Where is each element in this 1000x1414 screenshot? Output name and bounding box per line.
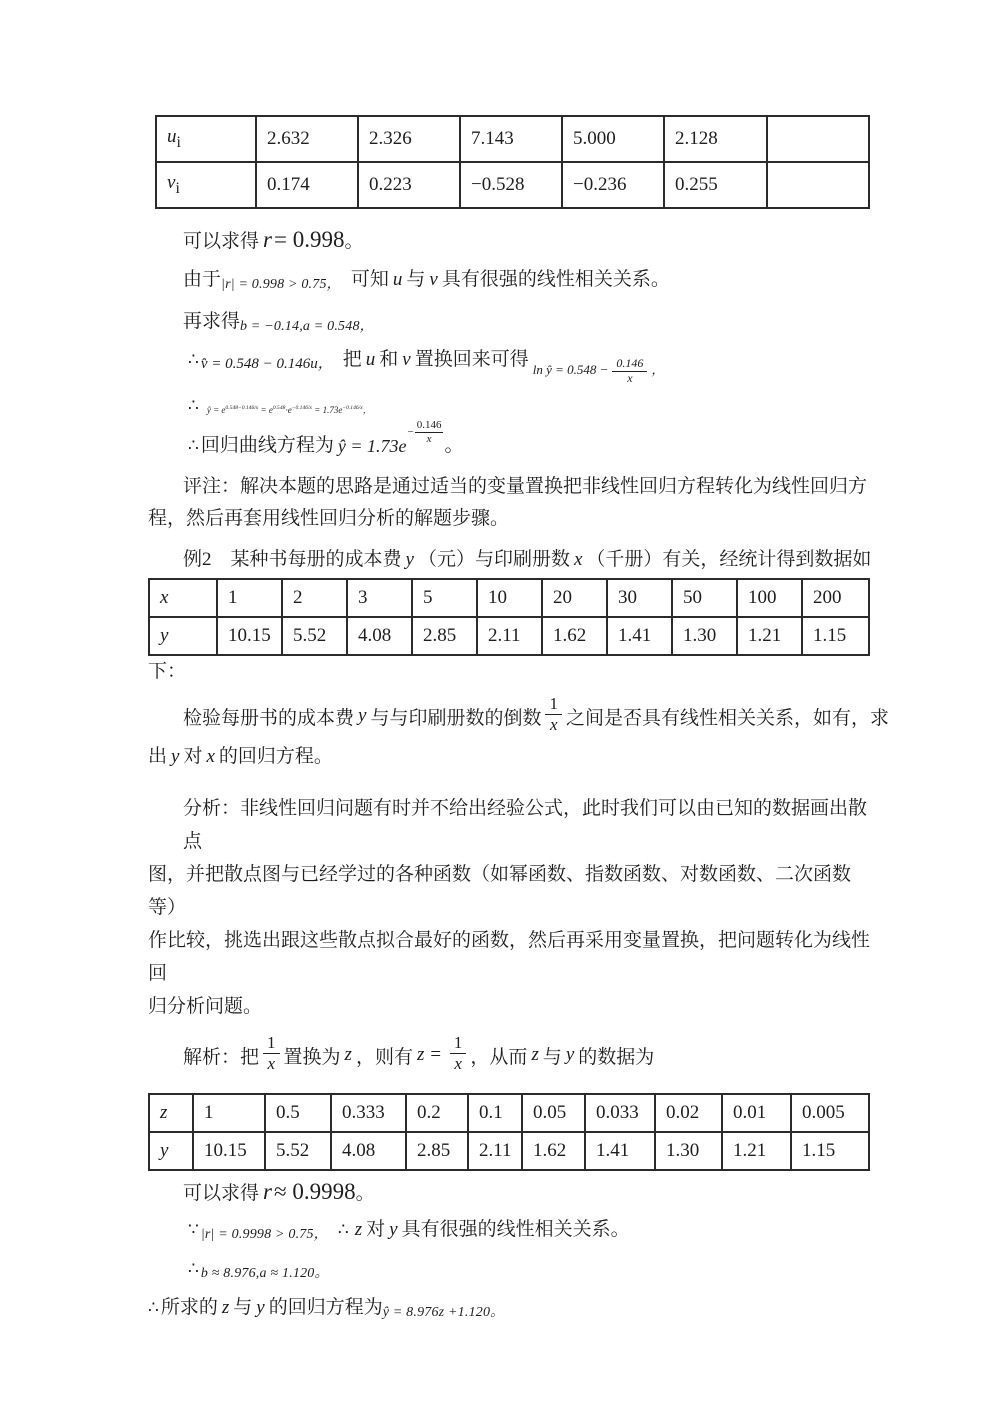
table-cell: 0.1 [468, 1094, 522, 1132]
analysis-line: 分析：非线性回归问题有时并不给出经验公式，此时我们可以由已知的数据画出散点 [183, 798, 868, 852]
formula-text: ， [362, 405, 372, 415]
therefore-symbol: ∴ [188, 1259, 199, 1278]
row-header-v [156, 162, 256, 208]
table-cell: 1.41 [585, 1132, 655, 1170]
var-y: y [256, 1297, 265, 1318]
table-cell: 50 [672, 579, 737, 617]
formula-text: = 1.73e [312, 405, 343, 415]
table-cell: 10.15 [193, 1132, 265, 1170]
text: 可知 [350, 269, 389, 290]
text: 置换回来可得 [414, 349, 529, 370]
note-line: 评注：解决本题的思路是通过适当的变量置换把非线性回归方程转化为线性回归方 [183, 476, 868, 497]
exponent: −0.146/x [291, 405, 313, 411]
table-cell: 0.05 [522, 1094, 585, 1132]
zy-table [148, 1093, 870, 1171]
table-cell: −0.528 [460, 162, 562, 208]
fraction-denominator: x [267, 1053, 276, 1073]
exponent: −0.146/x [342, 405, 363, 411]
paragraph-final-equation [148, 1293, 870, 1325]
var-v: v [167, 172, 176, 194]
table-cell-empty [767, 162, 869, 208]
table-cell: 1.21 [722, 1132, 791, 1170]
text: 与 [233, 1297, 253, 1318]
table-cell: 4.08 [331, 1132, 406, 1170]
formula-text: ·e [285, 405, 292, 415]
table-cell: 1.41 [607, 617, 672, 655]
var-y: y [358, 705, 367, 726]
table-cell: 1.21 [737, 617, 802, 655]
formula-ln-y [532, 355, 665, 385]
text: ，则有 [355, 1046, 413, 1068]
paragraph-ba [148, 1255, 870, 1285]
table-cell: 20 [542, 579, 607, 617]
analysis-line: 图，并把散点图与已经学过的各种函数（如幂函数、指数函数、对数函数、二次函数等） [148, 864, 852, 918]
text: 与与印刷册数的倒数 [370, 707, 542, 729]
fraction [545, 694, 562, 734]
table-cell: 0.5 [265, 1094, 331, 1132]
text: 的回归方程。 [218, 746, 333, 767]
var-y: y [389, 1219, 398, 1240]
table-cell: 2.326 [358, 116, 460, 162]
table-row-v [156, 162, 869, 208]
table-cell: 2.11 [468, 1132, 522, 1170]
var-z: z [344, 1044, 352, 1065]
therefore-symbol: ∴ [188, 396, 199, 415]
table-cell: 2.128 [664, 116, 767, 162]
text: 由于 [183, 269, 222, 290]
fraction-denominator: x [627, 370, 633, 385]
table-cell: 100 [737, 579, 802, 617]
paragraph-exp-chain [148, 391, 870, 415]
var-x: x [160, 587, 169, 608]
text: 与 [406, 269, 426, 290]
table-row-z [149, 1094, 869, 1132]
table-cell: 0.02 [655, 1094, 722, 1132]
therefore-symbol: ∴ [337, 1220, 349, 1239]
formula-text: ， [651, 362, 665, 377]
text: （千册）有关，经统计得到数据如 [586, 549, 872, 570]
table-cell: 3 [347, 579, 412, 617]
table-cell: 4.08 [347, 617, 412, 655]
table-cell: 2.11 [477, 617, 542, 655]
formula-text: = e [258, 405, 273, 415]
paragraph-check-line1 [148, 690, 889, 742]
paragraph-note [148, 471, 870, 535]
text: 再求得 [183, 311, 241, 332]
text: 解析：把 [183, 1046, 260, 1068]
text: 把 [342, 349, 362, 370]
paragraph-r2-result [148, 1177, 870, 1209]
formula-curve: ŷ = 1.73e [337, 436, 407, 456]
paragraph-analysis [148, 792, 870, 1023]
paragraph-r-result [148, 225, 870, 257]
table-cell: 1.30 [655, 1132, 722, 1170]
fraction-numerator: 1 [545, 694, 562, 715]
table-cell: 0.01 [722, 1094, 791, 1132]
table-cell: 0.255 [664, 162, 767, 208]
row-header-x [149, 579, 217, 617]
text: 对 [366, 1219, 386, 1240]
row-header-y [149, 1132, 193, 1170]
text: 检验每册书的成本费 [183, 707, 355, 729]
var-x: x [206, 746, 215, 767]
table-cell-empty [767, 116, 869, 162]
table-cell: 7.143 [460, 116, 562, 162]
var-z: z [354, 1219, 363, 1240]
var-y: y [171, 746, 180, 767]
var-u: u [392, 269, 403, 290]
table-cell: 0.005 [791, 1094, 869, 1132]
formula-b-a: b = −0.14,a = 0.548， [240, 319, 374, 334]
fraction-denominator: x [426, 432, 432, 445]
exponent: 0.548−0.146/x [225, 405, 259, 411]
uv-table [155, 115, 870, 209]
paragraph-vhat [148, 345, 870, 385]
formula-r-threshold: |r| = 0.9998 > 0.75， [200, 1227, 328, 1242]
text: 例2 某种书每册的成本费 [183, 549, 402, 570]
fraction-denominator: x [549, 714, 558, 734]
table-cell: 30 [607, 579, 672, 617]
formula-vhat: v̂ = 0.548 − 0.146u， [200, 356, 333, 372]
text: 之间是否具有线性相关关系，如有，求 [565, 707, 889, 729]
sub-i: i [175, 179, 180, 197]
text: ，从而 [470, 1046, 528, 1068]
table-cell: −0.236 [562, 162, 664, 208]
fraction-denominator: x [454, 1053, 462, 1073]
fraction-numerator: 0.146 [612, 357, 647, 372]
note-line: 程，然后再套用线性回归分析的解题步骤。 [148, 508, 510, 529]
formula-text: ln ŷ = 0.548 − [532, 362, 609, 377]
table-cell: 1.30 [672, 617, 737, 655]
fraction [612, 357, 647, 386]
table-cell: 10 [477, 579, 542, 617]
var-v: v [429, 269, 438, 290]
paragraph-because-therefore [148, 1215, 870, 1247]
table-row-u [156, 116, 869, 162]
paragraph-due [148, 265, 870, 297]
paragraph-example2 [148, 545, 870, 575]
value: ≈ 0.9998 [273, 1179, 356, 1204]
formula-b-a: b ≈ 8.976,a ≈ 1.120。 [200, 1266, 329, 1281]
paragraph-curve-equation [148, 419, 870, 461]
text: 的回归方程为 [268, 1297, 383, 1318]
exponent-fraction [407, 417, 444, 447]
var-y: y [565, 1044, 575, 1065]
value: = 0.998 [273, 227, 345, 252]
table-row-y [149, 1132, 869, 1170]
text: 具有很强的线性相关关系。 [401, 1219, 630, 1240]
text: 对 [183, 746, 203, 767]
table-cell: 1 [193, 1094, 265, 1132]
fraction [263, 1033, 280, 1073]
formula-text: ŷ = e [206, 405, 226, 415]
xy-table [148, 578, 870, 656]
var-y: y [405, 549, 414, 570]
table-cell: 1 [217, 579, 282, 617]
table-cell: 1.62 [522, 1132, 585, 1170]
row-header-z [149, 1094, 193, 1132]
table-cell: 5.52 [265, 1132, 331, 1170]
text: 。 [344, 231, 364, 252]
var-z: z [531, 1044, 539, 1065]
row-header-y [149, 617, 217, 655]
text: 具有很强的线性相关关系。 [441, 269, 670, 290]
table-row-x [149, 579, 869, 617]
table-cell: 0.174 [256, 162, 358, 208]
sub-i: i [176, 133, 181, 151]
exponent: 0.548 [272, 405, 286, 411]
table-cell: 0.333 [331, 1094, 406, 1132]
because-symbol: ∵ [188, 1220, 199, 1239]
text: 出 [148, 746, 168, 767]
paragraph-check-line2 [148, 742, 870, 772]
text: 回归曲线方程为 [200, 435, 334, 456]
table-cell: 1.62 [542, 617, 607, 655]
analysis-line: 作比较，挑选出跟这些散点拟合最好的函数，然后再采用变量置换，把问题转化为线性回 [148, 930, 871, 984]
table-cell: 1.15 [802, 617, 869, 655]
table-cell: 10.15 [217, 617, 282, 655]
formula-z-eq: z = [416, 1044, 442, 1065]
var-u: u [167, 126, 177, 148]
fraction-numerator: 1 [263, 1033, 280, 1054]
analysis-line: 归分析问题。 [148, 996, 263, 1017]
var-v: v [402, 349, 411, 370]
table-cell: 5 [412, 579, 477, 617]
table-cell: 5.52 [282, 617, 347, 655]
var-r: r [263, 1179, 272, 1204]
minus-sign: − [407, 426, 414, 438]
var-x: x [573, 549, 583, 570]
table-cell: 0.033 [585, 1094, 655, 1132]
text: （元）与印刷册数 [417, 549, 570, 570]
table-row-y [149, 617, 869, 655]
text: 可以求得 [183, 1183, 260, 1204]
formula-r-threshold: |r| = 0.998 > 0.75， [221, 277, 341, 292]
table-cell: 2 [282, 579, 347, 617]
page-content [148, 0, 889, 1325]
table-cell: 5.000 [562, 116, 664, 162]
paragraph-again [148, 307, 870, 339]
text: 。 [355, 1183, 375, 1204]
var-r: r [263, 227, 272, 252]
table-cell: 0.2 [406, 1094, 468, 1132]
fraction-numerator: 0.146 [416, 419, 442, 432]
fraction [415, 419, 444, 444]
text: 的数据为 [578, 1046, 655, 1068]
table-cell: 0.223 [358, 162, 460, 208]
var-z: z [221, 1297, 230, 1318]
paragraph-solve [148, 1029, 870, 1081]
fraction [450, 1033, 467, 1073]
formula-exp-chain [207, 405, 372, 415]
var-y: y [160, 1140, 169, 1161]
therefore-symbol: ∴ [188, 436, 199, 455]
text: 和 [379, 349, 399, 370]
text: 。 [444, 435, 464, 456]
table-cell: 2.85 [412, 617, 477, 655]
paragraph-below: 下： [148, 661, 187, 682]
fraction-numerator: 1 [450, 1033, 467, 1054]
table-cell: 2.85 [406, 1132, 468, 1170]
var-u: u [365, 349, 376, 370]
text: 所求的 [160, 1297, 218, 1318]
table-cell: 2.632 [256, 116, 358, 162]
var-z: z [160, 1102, 168, 1123]
therefore-symbol: ∴ [148, 1298, 159, 1317]
text: 可以求得 [183, 231, 260, 252]
therefore-symbol: ∴ [188, 350, 199, 369]
table-cell: 200 [802, 579, 869, 617]
formula-regression: ŷ = 8.976z +1.120。 [382, 1305, 505, 1320]
text: 置换为 [283, 1046, 341, 1068]
row-header-u [156, 116, 256, 162]
var-y: y [160, 625, 169, 646]
text: 与 [542, 1046, 562, 1068]
table-cell: 1.15 [791, 1132, 869, 1170]
